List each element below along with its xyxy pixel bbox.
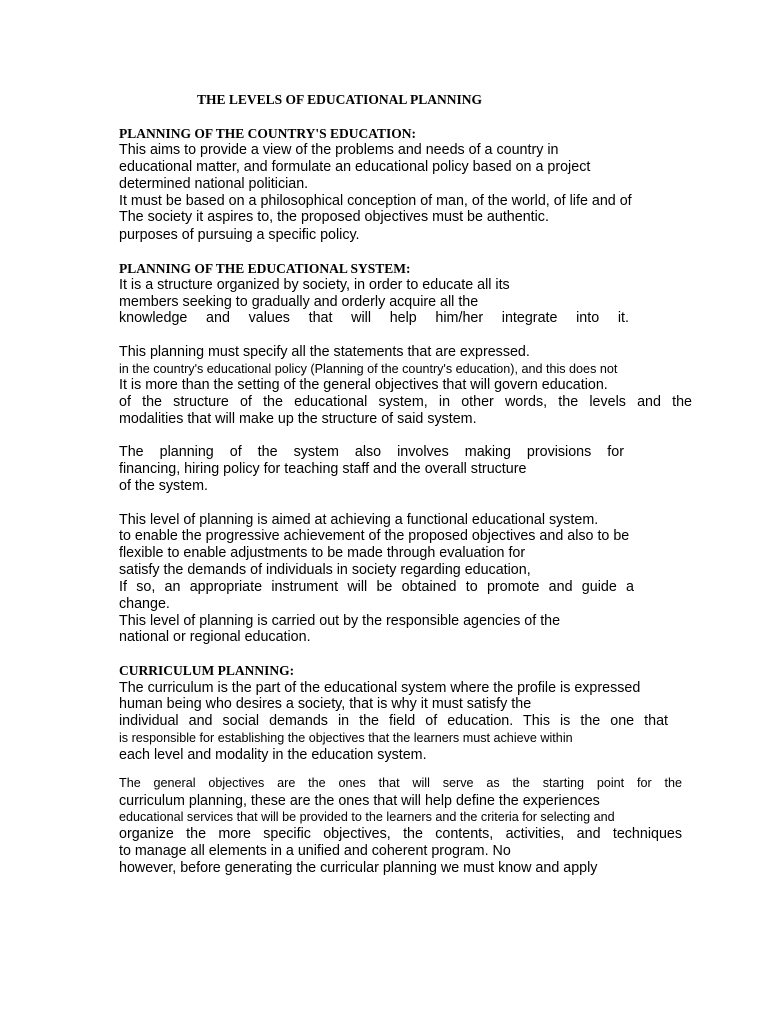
paragraph-line: The general objectives are the ones that will serve as the starting point for the — [119, 776, 682, 790]
paragraph-line: If so, an appropriate instrument will be obtained to promote and guide a — [119, 579, 634, 595]
paragraph-line: The society it aspires to, the proposed objectives must be authentic. — [119, 209, 549, 225]
paragraph-line: individual and social demands in the field of education. This is the one that — [119, 713, 668, 729]
paragraph-line: flexible to enable adjustments to be made through evaluation for — [119, 545, 526, 561]
section-heading-curriculum-planning: CURRICULUM PLANNING: — [119, 663, 295, 678]
paragraph-line: to enable the progressive achievement of the proposed objectives and also to be — [119, 528, 630, 544]
paragraph-line: national or regional education. — [119, 629, 311, 645]
paragraph-line: organize the more specific objectives, the contents, activities, and techniques — [119, 826, 682, 842]
paragraph-line: The planning of the system also involves making provisions for — [119, 444, 624, 460]
paragraph-line: change. — [119, 596, 170, 612]
paragraph-line: human being who desires a society, that is why it must satisfy the — [119, 696, 532, 712]
paragraph-line: members seeking to gradually and orderly acquire all the — [119, 294, 479, 310]
paragraph-line: to manage all elements in a unified and coherent program. No — [119, 843, 511, 859]
paragraph-line: curriculum planning, these are the ones that will help define the experiences — [119, 793, 600, 809]
paragraph-line: each level and modality in the education system. — [119, 747, 427, 763]
paragraph-line: knowledge and values that will help him/her integrate into it. — [119, 310, 629, 326]
paragraph-line: It is more than the setting of the general objectives that will govern education. — [119, 377, 608, 393]
paragraph-line: of the system. — [119, 478, 208, 494]
paragraph-line: This level of planning is carried out by the responsible agencies of the — [119, 613, 561, 629]
paragraph-line: It is a structure organized by society, in order to educate all its — [119, 277, 510, 293]
section-heading-country-education: PLANNING OF THE COUNTRY'S EDUCATION: — [119, 126, 417, 141]
paragraph-line: modalities that will make up the structure of said system. — [119, 411, 477, 427]
paragraph-line: however, before generating the curricular planning we must know and apply — [119, 860, 598, 876]
paragraph-line: financing, hiring policy for teaching staff and the overall structure — [119, 461, 527, 477]
paragraph-line: purposes of pursuing a specific policy. — [119, 227, 360, 243]
paragraph-line: in the country's educational policy (Planning of the country's education), and this does not — [119, 362, 618, 376]
paragraph-line: educational services that will be provided to the learners and the criteria for selecting and — [119, 810, 615, 824]
paragraph-line: of the structure of the educational system, in other words, the levels and the — [119, 394, 692, 410]
document-title: THE LEVELS OF EDUCATIONAL PLANNING — [197, 92, 483, 107]
paragraph-line: It must be based on a philosophical conception of man, of the world, of life and of — [119, 193, 632, 209]
paragraph-line: This planning must specify all the statements that are expressed. — [119, 344, 530, 360]
paragraph-line: is responsible for establishing the objectives that the learners must achieve within — [119, 731, 573, 745]
paragraph-line: educational matter, and formulate an educational policy based on a project — [119, 159, 591, 175]
paragraph-line: determined national politician. — [119, 176, 309, 192]
paragraph-line: satisfy the demands of individuals in society regarding education, — [119, 562, 531, 578]
paragraph-line: This aims to provide a view of the problems and needs of a country in — [119, 142, 559, 158]
paragraph-line: This level of planning is aimed at achieving a functional educational system. — [119, 512, 599, 528]
section-heading-educational-system: PLANNING OF THE EDUCATIONAL SYSTEM: — [119, 261, 411, 276]
paragraph-line: The curriculum is the part of the educational system where the profile is expressed — [119, 680, 641, 696]
